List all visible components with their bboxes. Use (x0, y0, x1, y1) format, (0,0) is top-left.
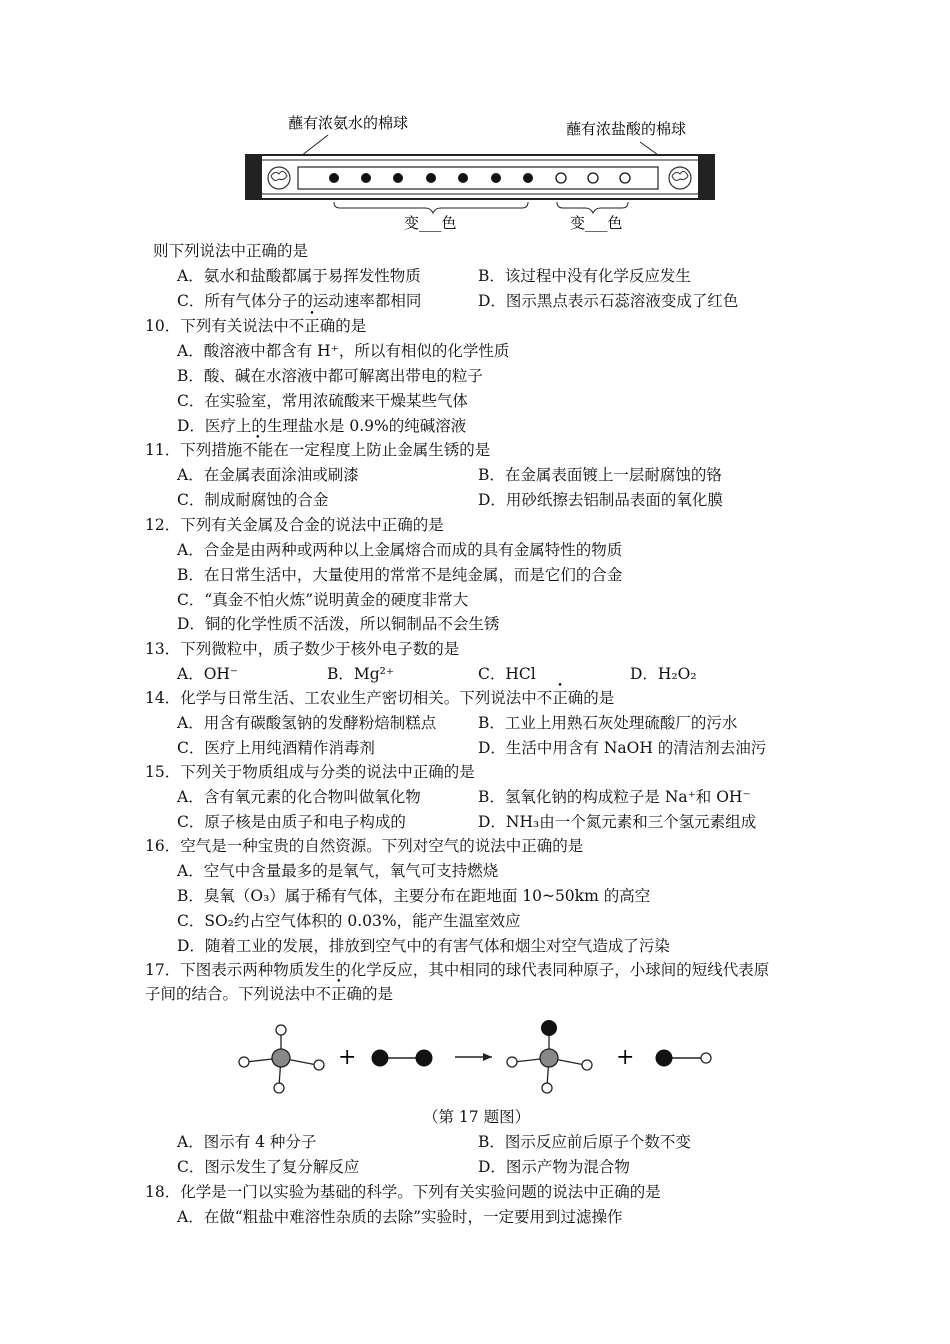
left-stopper (246, 155, 262, 199)
q15-option-c: C．原子核是由质子和电子构成的 (177, 813, 406, 831)
q9-option-d: D．图示黑点表示石蕊溶液变成了红色 (478, 292, 739, 310)
black-dot (458, 173, 468, 183)
q17-option-a: A．图示有 4 种分子 (177, 1133, 317, 1151)
q18-option-a: A．在做“粗盐中难溶性杂质的去除”实验时，一定要用到过滤操作 (177, 1208, 623, 1226)
black-dot (329, 173, 339, 183)
left-cotton-ball (268, 167, 290, 189)
q10-option-d: D．医疗上的生理盐水是 0.9%的纯碱溶液 (177, 417, 467, 435)
q13-option-b: B．Mg²⁺ (327, 665, 395, 683)
q12-stem: 12．下列有关金属及合金的说法中正确的是 (145, 516, 444, 534)
black-dot (393, 173, 403, 183)
black-dot (491, 173, 501, 183)
emphasis-text: 不能 (242, 441, 274, 459)
q9-option-c: C．所有气体分子的运动速率都相同 (177, 292, 422, 310)
q15-option-d: D．NH₃由一个氮元素和三个氢元素组成 (478, 813, 757, 831)
reactant-molecule-2 (372, 1050, 433, 1067)
q10-option-b: B．酸、碱在水溶液中都可解离出带电的粒子 (177, 367, 483, 385)
white-dot (556, 173, 566, 183)
q11-option-d: D．用砂纸擦去铝制品表面的氧化膜 (478, 491, 723, 509)
q16-option-a: A．空气中含量最多的是氧气，氧气可支持燃烧 (177, 862, 499, 880)
q14-stem: 14．化学与日常生活、工农业生产密切相关。下列说法中不正确的是 (145, 689, 615, 707)
q17-stem-line1: 17．下图表示两种物质发生的化学反应，其中相同的球代表同种原子，小球间的短线代表原 (145, 961, 770, 979)
q11-option-a: A．在金属表面涂油或刷漆 (177, 466, 359, 484)
product-molecule-1 (507, 1020, 592, 1093)
emphasis-text: 不正确 (536, 689, 584, 707)
q13-option-d: D．H₂O₂ (630, 665, 697, 683)
black-dot (361, 173, 371, 183)
q10-stem: 10．下列有关说法中不正确的是 (145, 317, 367, 335)
product-molecule-2 (656, 1050, 712, 1067)
reaction-arrow (455, 1053, 492, 1061)
white-dot (620, 173, 630, 183)
q14-option-b: B．工业上用熟石灰处理硫酸厂的污水 (478, 714, 738, 732)
q16-stem: 16．空气是一种宝贵的自然资源。下列对空气的说法中正确的是 (145, 837, 584, 855)
q15-stem: 15．下列关于物质组成与分类的说法中正确的是 (145, 763, 475, 781)
q17-stem-line2: 子间的结合。下列说法中不正确的是 (145, 985, 394, 1003)
q12-option-d: D．铜的化学性质不活泼，所以铜制品不会生锈 (177, 615, 500, 633)
q15-option-a: A．含有氧元素的化合物叫做氧化物 (177, 788, 421, 806)
diffusion-tube-figure (0, 0, 950, 240)
label-ammonia-cotton: 蘸有浓氨水的棉球 (288, 114, 409, 132)
q13-stem: 13．下列微粒中，质子数少于核外电子数的是 (145, 640, 460, 658)
reaction-diagram (0, 1010, 950, 1110)
right-stopper (698, 155, 714, 199)
right-brace (557, 202, 628, 213)
q12-option-b: B．在日常生活中，大量使用的常常不是纯金属，而是它们的合金 (177, 566, 623, 584)
q14-option-a: A．用含有碳酸氢钠的发酵粉焙制糕点 (177, 714, 437, 732)
reactant-molecule-1 (239, 1025, 324, 1093)
q16-option-c: C．SO₂约占空气体积的 0.03%，能产生温室效应 (177, 912, 521, 930)
left-brace-label: 变___色 (404, 214, 457, 232)
q16-option-d: D．随着工业的发展，排放到空气中的有害气体和烟尘对空气造成了污染 (177, 937, 670, 955)
q9-option-b: B．该过程中没有化学反应发生 (478, 267, 691, 285)
filter-paper-strip (298, 167, 658, 189)
q10-option-c: C．在实验室，常用浓硫酸来干燥某些气体 (177, 392, 468, 410)
right-cotton-ball (669, 167, 691, 189)
q12-option-c: C．“真金不怕火炼”说明黄金的硬度非常大 (177, 591, 469, 609)
plus-sign: + (616, 1045, 635, 1070)
emphasis-text: 不正确 (315, 985, 363, 1003)
q12-option-a: A．合金是由两种或两种以上金属熔合而成的具有金属特性的物质 (177, 541, 623, 559)
label-hcl-cotton: 蘸有浓盐酸的棉球 (566, 120, 687, 138)
q9-option-a: A．氨水和盐酸都属于易挥发性物质 (177, 267, 421, 285)
right-brace-label: 变___色 (570, 214, 623, 232)
q17-option-b: B．图示反应前后原子个数不变 (478, 1133, 691, 1151)
q18-stem: 18．化学是一门以实验为基础的科学。下列有关实验问题的说法中正确的是 (145, 1183, 661, 1201)
emphasis-text: 不正确 (288, 317, 336, 335)
q15-option-b: B．氢氧化钠的构成粒子是 Na⁺和 OH⁻ (478, 788, 751, 806)
q17-option-d: D．图示产物为混合物 (478, 1158, 630, 1176)
plus-sign: + (338, 1045, 357, 1070)
q17-figure-caption: （第 17 题图） (423, 1108, 531, 1126)
q14-option-d: D．生活中用含有 NaOH 的清洁剂去油污 (478, 739, 767, 757)
q16-option-b: B．臭氧（O₃）属于稀有气体，主要分布在距地面 10~50km 的高空 (177, 887, 651, 905)
q10-option-a: A．酸溶液中都含有 H⁺，所以有相似的化学性质 (177, 342, 510, 360)
q17-option-c: C．图示发生了复分解反应 (177, 1158, 360, 1176)
q11-option-c: C．制成耐腐蚀的合金 (177, 491, 329, 509)
q11-option-b: B．在金属表面镀上一层耐腐蚀的铬 (478, 466, 722, 484)
q13-option-c: C．HCl (478, 665, 536, 683)
q11-stem: 11．下列措施不能在一定程度上防止金属生锈的是 (145, 441, 491, 459)
white-dot (588, 173, 598, 183)
left-brace (334, 202, 528, 213)
q14-option-c: C．医疗上用纯酒精作消毒剂 (177, 739, 375, 757)
black-dot (523, 173, 533, 183)
black-dot (426, 173, 436, 183)
q13-option-a: A．OH⁻ (177, 665, 239, 683)
q9-stem: 则下列说法中正确的是 (153, 242, 309, 260)
